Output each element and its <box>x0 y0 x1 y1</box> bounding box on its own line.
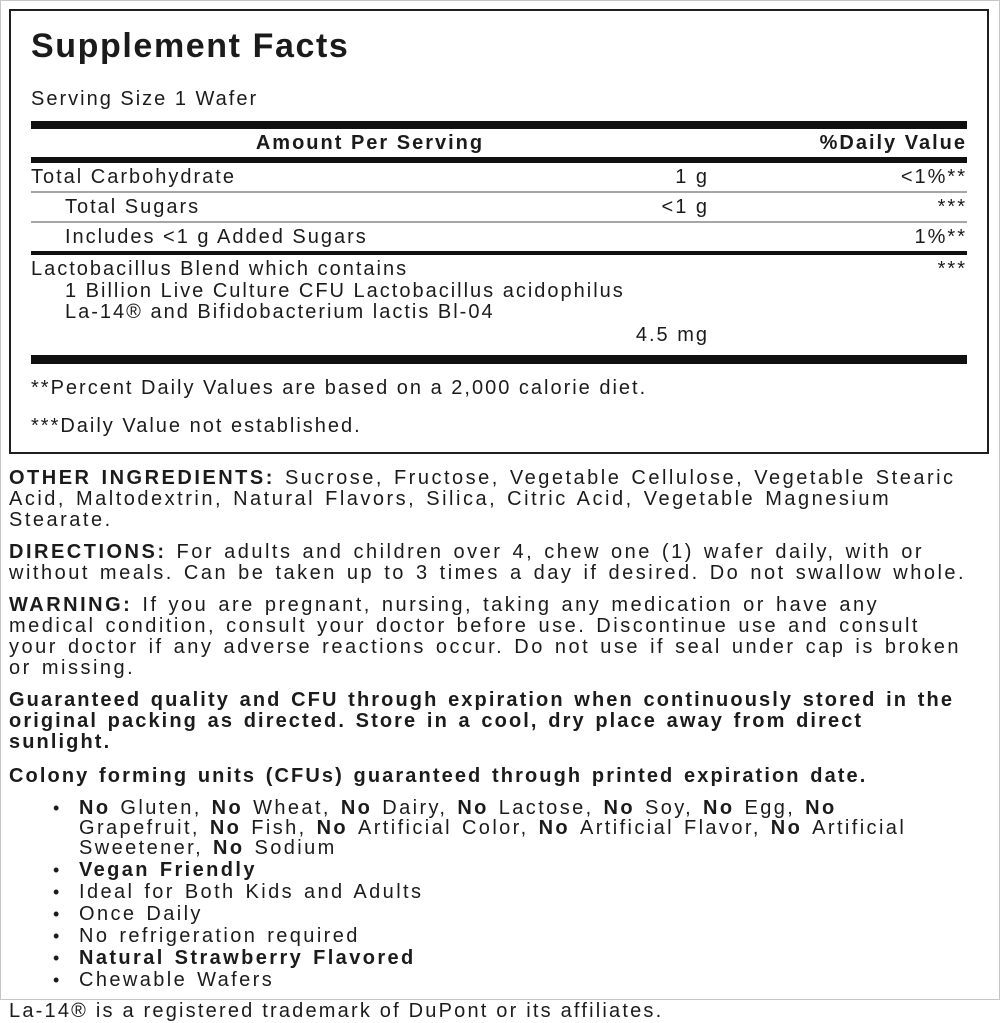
bullet-icon: • <box>53 904 62 924</box>
list-item-text: No refrigeration required <box>79 925 360 947</box>
warning-paragraph <box>9 595 967 679</box>
nutrient-name: Total Carbohydrate <box>31 166 236 188</box>
bullet-icon: • <box>53 948 62 968</box>
benefits-list <box>9 798 967 990</box>
list-item <box>9 860 967 880</box>
list-item-text: Ideal for Both Kids and Adults <box>79 881 424 903</box>
nutrient-amount: <1 g <box>661 196 709 218</box>
nutrient-daily-value: *** <box>937 196 967 218</box>
other-ingredients-label: OTHER INGREDIENTS: <box>9 467 275 489</box>
table-row <box>31 223 967 251</box>
bullet-icon: • <box>53 798 62 818</box>
directions-paragraph <box>9 542 967 584</box>
footnote-percent-daily-values: **Percent Daily Values are based on a 2,000 calorie diet. <box>31 377 648 399</box>
cfu-guarantee-paragraph: Colony forming units (CFUs) guaranteed through printed expiration date. <box>9 765 868 787</box>
nutrient-name: Includes <1 g Added Sugars <box>65 226 368 248</box>
label-body <box>9 468 967 1023</box>
nutrient-amount: 1 g <box>675 166 709 188</box>
daily-value-header: %Daily Value <box>819 132 967 154</box>
list-item <box>9 798 967 858</box>
blend-detail-line: La-14® and Bifidobacterium lactis Bl-04 <box>65 301 495 323</box>
thick-bar-top <box>31 121 967 129</box>
bullet-icon: • <box>53 860 62 880</box>
amount-per-serving-header: Amount Per Serving <box>255 132 485 154</box>
list-item-text: Once Daily <box>79 903 203 925</box>
list-item-text: No Gluten, No Wheat, No Dairy, No Lactose, No Soy, No Egg, No Grapefruit, No Fish, No Artificial Color, No Artificial Flavor, No Artificial Sweetener, No Sodium <box>79 797 907 859</box>
bullet-icon: • <box>53 926 62 946</box>
warning-label: WARNING: <box>9 594 133 616</box>
panel-title: Supplement Facts <box>31 27 350 65</box>
list-item <box>9 882 967 902</box>
table-row <box>31 193 967 221</box>
thick-bar-bottom <box>31 355 967 364</box>
nutrient-daily-value: <1%** <box>900 166 967 188</box>
blend-detail-line: 1 Billion Live Culture CFU Lactobacillus acidophilus <box>65 280 625 302</box>
bullet-icon: • <box>53 882 62 902</box>
blend-row <box>31 255 967 281</box>
list-item-text: Vegan Friendly <box>79 859 257 881</box>
directions-label: DIRECTIONS: <box>9 541 167 563</box>
blend-amount: 4.5 mg <box>635 324 709 346</box>
warning-text: If you are pregnant, nursing, taking any medication or have any medical condition, consult your doctor before use. Discontinue use and consult your doctor if any adverse reactions occur. Do not use if seal under cap is broken or missing. <box>9 594 962 679</box>
nutrient-daily-value: 1%** <box>914 226 967 248</box>
directions-text: For adults and children over 4, chew one (1) wafer daily, with or without meals. Can be taken up to 3 times a day if desired. Do not swallow whole. <box>9 541 967 584</box>
list-item <box>9 904 967 924</box>
other-ingredients-paragraph <box>9 468 967 531</box>
list-item <box>9 970 967 990</box>
list-item-text: Natural Strawberry Flavored <box>79 947 416 969</box>
list-item <box>9 948 967 968</box>
list-item <box>9 926 967 946</box>
nutrient-amount <box>479 226 709 249</box>
bullet-icon: • <box>53 970 62 990</box>
footnote-daily-value-not-established: ***Daily Value not established. <box>31 415 362 437</box>
table-header-row <box>31 129 967 157</box>
table-row <box>31 163 967 191</box>
other-ingredients-text: Sucrose, Fructose, Vegetable Cellulose, Vegetable Stearic Acid, Maltodextrin, Natural Flavors, Silica, Citric Acid, Vegetable Magnesium Stearate. <box>9 467 956 531</box>
storage-paragraph: Guaranteed quality and CFU through expiration when continuously stored in the original packing as directed. Store in a cool, dry place away from direct sunlight. <box>9 689 955 753</box>
nutrient-name: Total Sugars <box>65 196 201 218</box>
serving-size: Serving Size 1 Wafer <box>31 88 259 110</box>
list-item-text: Chewable Wafers <box>79 969 275 991</box>
trademark-note: La-14® is a registered trademark of DuPont or its affiliates. <box>9 1000 664 1022</box>
supplement-facts-panel <box>9 9 989 454</box>
blend-name: Lactobacillus Blend which contains <box>31 258 409 280</box>
blend-daily-value: *** <box>937 258 967 280</box>
